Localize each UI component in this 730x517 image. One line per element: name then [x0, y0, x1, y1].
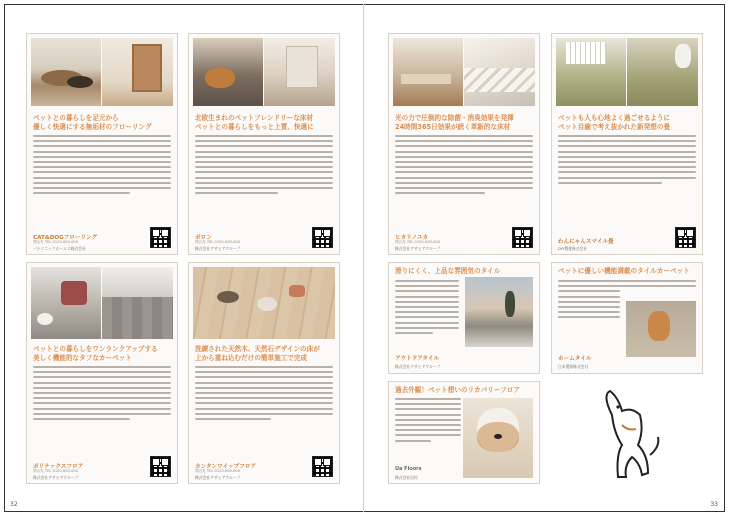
card-body-text [195, 135, 333, 197]
product-maker: 株式会社アサヒアグループ [195, 475, 241, 480]
card-title-line: ペットに優しい機能満載のタイルカーペット [558, 267, 690, 275]
qr-code-icon[interactable] [675, 227, 696, 248]
photo-terrace-sunset [465, 277, 533, 347]
product-contact: 問合先 TEL 0120-000-000 [33, 469, 78, 473]
photo-shiba-closeup [463, 398, 533, 478]
photo-hallway [264, 38, 335, 106]
product-card-cat-dog-flooring [26, 33, 178, 255]
photo-carpet-tiles [102, 267, 173, 339]
page-number-left: 32 [10, 501, 18, 508]
card-title-line: 過去外観！ペット想いのリカバリーフロア [395, 386, 520, 394]
qr-code-icon[interactable] [150, 227, 171, 248]
photo-tatami-dog [627, 38, 698, 106]
card-title-line: ペット目線で考え抜かれた新発想の畳 [558, 122, 671, 131]
product-card-home-tile [551, 262, 703, 374]
qr-code-icon[interactable] [312, 227, 333, 248]
card-title-line: ペットも人も心地よく過ごせるように [558, 114, 671, 122]
card-title-line: 24時間365日効果が続く革新的な床材 [395, 122, 511, 131]
card-body-text [33, 366, 171, 423]
card-title-line: 滑りにくく、上品な雰囲気のタイル [395, 267, 501, 275]
photo-shiba-on-carpet [626, 301, 696, 357]
card-title [195, 345, 333, 362]
product-name: アウトドアタイル [395, 356, 440, 362]
qr-code-icon[interactable] [512, 227, 533, 248]
product-name: CAT&DOGフローリング [33, 235, 98, 241]
card-title [395, 267, 533, 276]
product-contact: 問合先 TEL 0120-000-000 [395, 240, 440, 244]
photo-wood-floor [193, 267, 335, 339]
product-card-outdoor-tile [388, 262, 540, 374]
product-photo [556, 38, 698, 106]
card-title [33, 345, 171, 362]
product-name: Ua Floors [395, 466, 422, 472]
card-title [195, 114, 333, 131]
qr-code-icon[interactable] [312, 456, 333, 477]
page-number-right: 33 [710, 501, 718, 508]
photo-tatami-room [556, 38, 626, 106]
card-title-line: 優しく快適にする無垢材のフローリング [33, 122, 152, 131]
card-body-text [395, 135, 533, 197]
product-maker: 株式会社アサヒアグループ [195, 246, 241, 251]
product-card-polytex-floor [26, 262, 178, 484]
photo-room-door [102, 38, 173, 106]
card-title-line: ペットとの暮らしを足元から [33, 114, 119, 122]
card-title-line: 光の力で圧倒的な除菌・消臭効果を発揮 [395, 114, 514, 122]
card-title-line: 美しく機能的なタフなカーペット [33, 353, 132, 362]
product-maker: 株式会社田村 [395, 475, 418, 480]
photo-carpet-room [31, 267, 101, 339]
card-body-text [395, 398, 461, 445]
product-name: ホームタイル [558, 356, 592, 362]
product-maker: 株式会社アサヒアグループ [33, 475, 79, 480]
product-card-hikari-no-yuka [388, 33, 540, 255]
card-title-line: ペットとの暮らしをもっと上質、快適に [195, 122, 314, 131]
product-photo [193, 267, 335, 339]
qr-code-icon[interactable] [150, 456, 171, 477]
product-card-kantan-wipe-floor [188, 262, 340, 484]
product-photo [31, 267, 173, 339]
card-title [33, 114, 171, 131]
product-name: カンタンワイップフロア [195, 464, 257, 470]
product-name: わんにゃんスマイル畳 [558, 239, 614, 245]
product-name: ヒカリノユカ [395, 235, 429, 241]
product-maker: パナソニックホームズ株式会社 [33, 246, 86, 251]
product-name: ポリテックスフロア [33, 464, 84, 470]
page-gutter [363, 4, 364, 512]
card-body-text [395, 280, 459, 337]
product-maker: 株式会社アサヒアグループ [395, 246, 441, 251]
product-contact: 問合先 TEL 0120-000-000 [195, 240, 240, 244]
card-body-text [195, 366, 333, 423]
photo-living-room [393, 38, 463, 106]
product-card-polon [188, 33, 340, 255]
photo-dogs-on-floor [31, 38, 101, 106]
product-contact: 問合先 TEL 0120-000-000 [33, 240, 78, 244]
product-photo [393, 38, 535, 106]
card-title-line: ペットとの暮らしをワンランクアップする [33, 345, 158, 353]
product-name: ポロン [195, 235, 212, 241]
product-maker: 株式会社アサヒアグループ [395, 364, 441, 369]
product-maker: DIY製畳株式会社 [558, 246, 588, 251]
card-title [395, 114, 533, 131]
card-title [395, 386, 533, 395]
product-contact: 問合先 TEL 0120-000-000 [195, 469, 240, 473]
product-card-wannyan-smile-tatami [551, 33, 703, 255]
card-title-line: 北欧生まれのペットフレンドリーな床材 [195, 114, 314, 122]
card-body-text [558, 135, 696, 187]
card-title-line: 上から重ね込むだけの簡単施工で完成 [195, 353, 308, 362]
product-maker: 日本製紙株式会社 [558, 364, 589, 369]
product-photo [31, 38, 173, 106]
card-title-line: 洗練された天然木、天然石デザインの床が [195, 345, 320, 353]
card-title [558, 267, 696, 276]
photo-dog-lying [193, 38, 263, 106]
card-body-text [33, 135, 171, 197]
card-title [558, 114, 696, 131]
product-card-ua-floors [388, 381, 540, 484]
product-photo [193, 38, 335, 106]
dog-howling-icon [592, 385, 672, 485]
photo-sunlit-floor [464, 38, 535, 106]
